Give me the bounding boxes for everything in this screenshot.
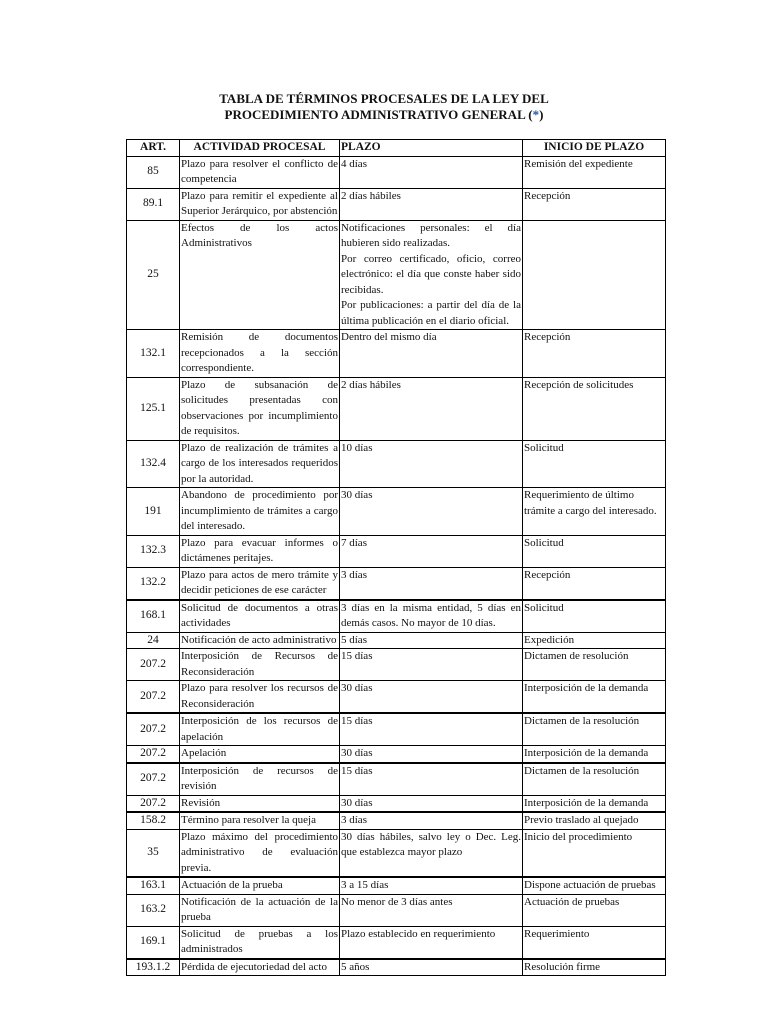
cell-inicio: Inicio del procedimiento [523,829,666,877]
table-row [127,330,666,378]
table-row [127,763,666,796]
cell-inicio: Recepción [523,567,666,600]
cell-plazo: 30 días [340,795,523,812]
cell-plazo: 2 días hábiles [340,377,523,440]
table-row [127,567,666,600]
cell-actividad: Plazo máximo del procedimiento administrativo de evaluación previa. [180,829,340,877]
table-row [127,632,666,649]
cell-art: 35 [127,829,180,877]
table-row [127,812,666,829]
table-row [127,488,666,536]
cell-plazo: 15 días [340,649,523,681]
table-header-row [127,140,666,157]
table-row [127,600,666,633]
table-row [127,894,666,926]
cell-art: 193.1.2 [127,959,180,976]
cell-art: 207.2 [127,746,180,763]
cell-actividad: Solicitud de pruebas a los administrados [180,926,340,959]
header-plazo: PLAZO [340,140,523,157]
cell-actividad: Interposición de recursos de revisión [180,763,340,796]
cell-plazo: No menor de 3 días antes [340,894,523,926]
cell-actividad: Revisión [180,795,340,812]
cell-art: 89.1 [127,188,180,220]
cell-plazo: 10 días [340,440,523,488]
cell-art: 125.1 [127,377,180,440]
table-row [127,535,666,567]
cell-inicio: Remisión del expediente [523,156,666,188]
table-row [127,746,666,763]
cell-art: 207.2 [127,795,180,812]
cell-art: 207.2 [127,681,180,714]
table-row [127,220,666,330]
title-close-paren: ) [539,107,544,122]
cell-art: 132.2 [127,567,180,600]
cell-plazo: 15 días [340,713,523,746]
cell-plazo: 7 días [340,535,523,567]
cell-inicio: Interposición de la demanda [523,746,666,763]
cell-plazo: 3 días [340,567,523,600]
title-line-1: TABLA DE TÉRMINOS PROCESALES DE LA LEY DEL [219,91,549,106]
table-row [127,440,666,488]
cell-inicio: Interposición de la demanda [523,681,666,714]
cell-inicio: Recepción [523,188,666,220]
cell-art: 169.1 [127,926,180,959]
table-row [127,713,666,746]
document-title [0,91,768,123]
cell-art: 168.1 [127,600,180,633]
cell-inicio: Requerimiento de último trámite a cargo del interesado. [523,488,666,536]
cell-actividad: Abandono de procedimiento por incumplimiento de trámites a cargo del interesado. [180,488,340,536]
cell-inicio: Dictamen de la resolución [523,713,666,746]
cell-actividad: Apelación [180,746,340,763]
cell-actividad: Plazo de subsanación de solicitudes presentadas con observaciones por incumplimiento de requisitos. [180,377,340,440]
table-body [127,156,666,976]
cell-art: 163.2 [127,894,180,926]
cell-art: 132.4 [127,440,180,488]
cell-art: 85 [127,156,180,188]
cell-art: 207.2 [127,649,180,681]
cell-plazo: 2 días hábiles [340,188,523,220]
cell-actividad: Plazo para evacuar informes o dictámenes peritajes. [180,535,340,567]
cell-art: 207.2 [127,713,180,746]
cell-inicio: Interposición de la demanda [523,795,666,812]
cell-inicio: Recepción de solicitudes [523,377,666,440]
cell-plazo: 30 días [340,488,523,536]
cell-inicio: Solicitud [523,440,666,488]
cell-inicio: Expedición [523,632,666,649]
cell-inicio: Actuación de pruebas [523,894,666,926]
cell-art: 132.3 [127,535,180,567]
cell-plazo: 30 días hábiles, salvo ley o Dec. Leg. que establezca mayor plazo [340,829,523,877]
cell-inicio [523,220,666,330]
cell-inicio: Dispone actuación de pruebas [523,877,666,894]
cell-plazo: Notificaciones personales: el día hubieren sido realizadas. Por correo certificado, oficio, correo electrónico: el día que conste haber sido recibidas. Por publicaciones: a partir del día de la última publicación en el diario oficial. [340,220,523,330]
table-row [127,959,666,976]
cell-actividad: Remisión de documentos recepcionados a la sección correspondiente. [180,330,340,378]
cell-actividad: Plazo para resolver el conflicto de competencia [180,156,340,188]
cell-plazo: 15 días [340,763,523,796]
table-row [127,795,666,812]
table-row [127,156,666,188]
procedural-terms-table [126,139,666,976]
cell-inicio: Dictamen de la resolución [523,763,666,796]
cell-actividad: Solicitud de documentos a otras actividades [180,600,340,633]
title-footnote-mark[interactable]: * [532,107,540,122]
cell-inicio: Resolución firme [523,959,666,976]
cell-plazo: Dentro del mismo día [340,330,523,378]
cell-plazo: 3 días [340,812,523,829]
table-row [127,829,666,877]
cell-plazo: Plazo establecido en requerimiento [340,926,523,959]
table-row [127,377,666,440]
cell-inicio: Solicitud [523,535,666,567]
title-line-2 [0,107,768,123]
cell-art: 191 [127,488,180,536]
cell-inicio: Requerimiento [523,926,666,959]
table-row [127,926,666,959]
cell-actividad: Notificación de acto administrativo [180,632,340,649]
cell-art: 207.2 [127,763,180,796]
cell-inicio: Dictamen de resolución [523,649,666,681]
header-actividad: ACTIVIDAD PROCESAL [180,140,340,157]
cell-actividad: Plazo de realización de trámites a cargo de los interesados requeridos por la autoridad. [180,440,340,488]
cell-inicio: Solicitud [523,600,666,633]
cell-actividad: Término para resolver la queja [180,812,340,829]
cell-art: 163.1 [127,877,180,894]
table-row [127,681,666,714]
cell-plazo: 3 a 15 días [340,877,523,894]
cell-actividad: Plazo para actos de mero trámite y decidir peticiones de ese carácter [180,567,340,600]
cell-actividad: Plazo para remitir el expediente al Superior Jerárquico, por abstención [180,188,340,220]
cell-actividad: Pérdida de ejecutoriedad del acto [180,959,340,976]
cell-art: 132.1 [127,330,180,378]
cell-actividad: Actuación de la prueba [180,877,340,894]
cell-actividad: Plazo para resolver los recursos de Reconsideración [180,681,340,714]
title-line-2-text: PROCEDIMIENTO ADMINISTRATIVO GENERAL ( [224,107,533,122]
cell-plazo: 4 días [340,156,523,188]
cell-plazo: 5 días [340,632,523,649]
cell-plazo: 30 días [340,681,523,714]
header-inicio: INICIO DE PLAZO [523,140,666,157]
cell-plazo: 5 años [340,959,523,976]
cell-actividad: Interposición de los recursos de apelación [180,713,340,746]
cell-inicio: Previo traslado al quejado [523,812,666,829]
table-row [127,649,666,681]
cell-actividad: Efectos de los actos Administrativos [180,220,340,330]
cell-plazo: 3 días en la misma entidad, 5 días en demás casos. No mayor de 10 días. [340,600,523,633]
cell-actividad: Interposición de Recursos de Reconsideración [180,649,340,681]
cell-art: 158.2 [127,812,180,829]
cell-actividad: Notificación de la actuación de la prueba [180,894,340,926]
header-art: ART. [127,140,180,157]
cell-inicio: Recepción [523,330,666,378]
table-row [127,877,666,894]
table-row [127,188,666,220]
cell-art: 25 [127,220,180,330]
cell-art: 24 [127,632,180,649]
cell-plazo: 30 días [340,746,523,763]
